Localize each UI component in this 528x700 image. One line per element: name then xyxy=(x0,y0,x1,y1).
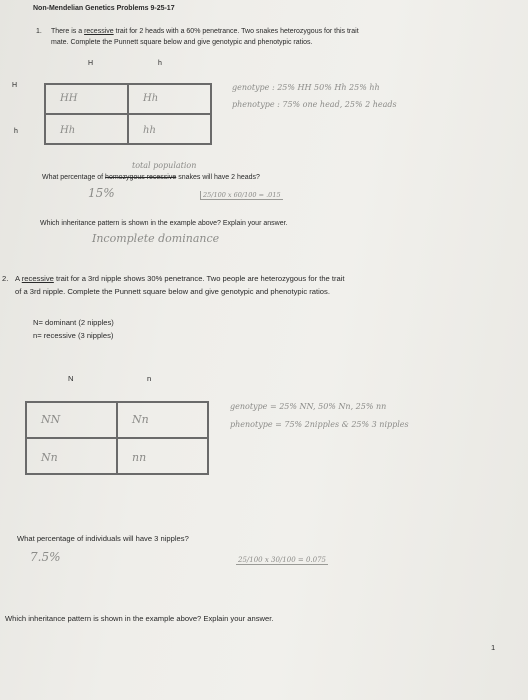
q1-cell-2-text: Hh xyxy=(143,93,159,104)
q2-cell-1 xyxy=(26,402,117,438)
q2-key-recessive: n= recessive (3 nipples) xyxy=(33,331,114,340)
q1-number: 1. xyxy=(36,28,42,35)
q1-line1 xyxy=(51,28,359,35)
q1-question xyxy=(42,174,260,181)
q2-col-label-2: n xyxy=(147,374,152,383)
q2-key-dominant: N= dominant (2 nipples) xyxy=(33,318,114,327)
q1-genotype-note: genotype : 25% HH 50% Hh 25% hh xyxy=(232,83,380,92)
q1-cell-1 xyxy=(45,84,128,114)
q2-cell-2 xyxy=(117,402,208,438)
q1-question-a: What percentage of xyxy=(42,174,106,181)
q2-cell-3-text: Nn xyxy=(41,451,58,464)
q1-cell-4-text: hh xyxy=(143,125,156,136)
q2-phenotype-note: phenotype = 75% 2nipples & 25% 3 nipples xyxy=(230,420,409,429)
q2-question: What percentage of individuals will have 3 nipples? xyxy=(17,534,189,543)
q1-cell-3 xyxy=(45,114,128,144)
q2-cell-2-text: Nn xyxy=(132,413,149,426)
q1-question-b: snakes will have 2 heads? xyxy=(176,174,260,181)
q1-line1-a: There is a xyxy=(51,28,85,35)
q2-cell-3 xyxy=(26,438,117,474)
q1-row-label-2: h xyxy=(14,128,18,135)
q2-col-label-1: N xyxy=(68,374,74,383)
q1-row-label-1: H xyxy=(12,82,18,89)
q2-cell-1-text: NN xyxy=(41,413,61,426)
q1-cell-3-text: Hh xyxy=(60,125,76,136)
q1-cell-1-text: HH xyxy=(60,93,78,104)
page-number: 1 xyxy=(491,643,496,652)
q2-calculation: 25/100 x 30/100 = 0.075 xyxy=(238,556,327,564)
q1-calculation: 25/100 x 60/100 = .015 xyxy=(200,191,283,200)
q1-col-label-1: H xyxy=(88,60,94,67)
q1-total-population-note: total population xyxy=(132,161,197,170)
q1-punnett-square xyxy=(44,83,212,145)
q1-line1-b: trait for 2 heads with a 60% penetrance. Two snakes heterozygous for this trait xyxy=(113,28,359,35)
q1-answer: 15% xyxy=(88,186,115,200)
q2-line2: of a 3rd nipple. Complete the Punnett square below and give genotypic and phenotypic ratios. xyxy=(15,287,330,296)
q1-pattern-answer: Incomplete dominance xyxy=(92,232,220,245)
q1-recessive-word: recessive xyxy=(84,28,114,35)
worksheet-title: Non-Mendelian Genetics Problems 9-25-17 xyxy=(33,5,175,12)
q2-recessive-word: recessive xyxy=(21,274,54,283)
q1-cell-2 xyxy=(128,84,211,114)
q1-cell-4 xyxy=(128,114,211,144)
q2-number: 2. xyxy=(2,274,9,283)
q2-cell-4-text: nn xyxy=(132,451,147,464)
q1-question-struck: homozygous recessive xyxy=(105,174,177,181)
q1-phenotype-note: phenotype : 75% one head, 25% 2 heads xyxy=(232,100,397,109)
q2-line1 xyxy=(15,274,345,283)
q1-line2: mate. Complete the Punnett square below and give genotypic and phenotypic ratios. xyxy=(51,39,313,46)
q2-line1-b: trait for a 3rd nipple shows 30% penetrance. Two people are heterozygous for the trait xyxy=(53,274,345,283)
q2-punnett-square xyxy=(25,401,209,475)
q2-genotype-note: genotype = 25% NN, 50% Nn, 25% nn xyxy=(230,402,387,411)
q2-cell-4 xyxy=(117,438,208,474)
q1-col-label-2: h xyxy=(158,60,162,67)
q2-pattern-question: Which inheritance pattern is shown in the example above? Explain your answer. xyxy=(5,614,274,623)
q1-pattern-question: Which inheritance pattern is shown in the example above? Explain your answer. xyxy=(40,220,288,227)
q2-answer: 7.5% xyxy=(30,550,61,564)
q2-line1-a: A xyxy=(15,274,22,283)
